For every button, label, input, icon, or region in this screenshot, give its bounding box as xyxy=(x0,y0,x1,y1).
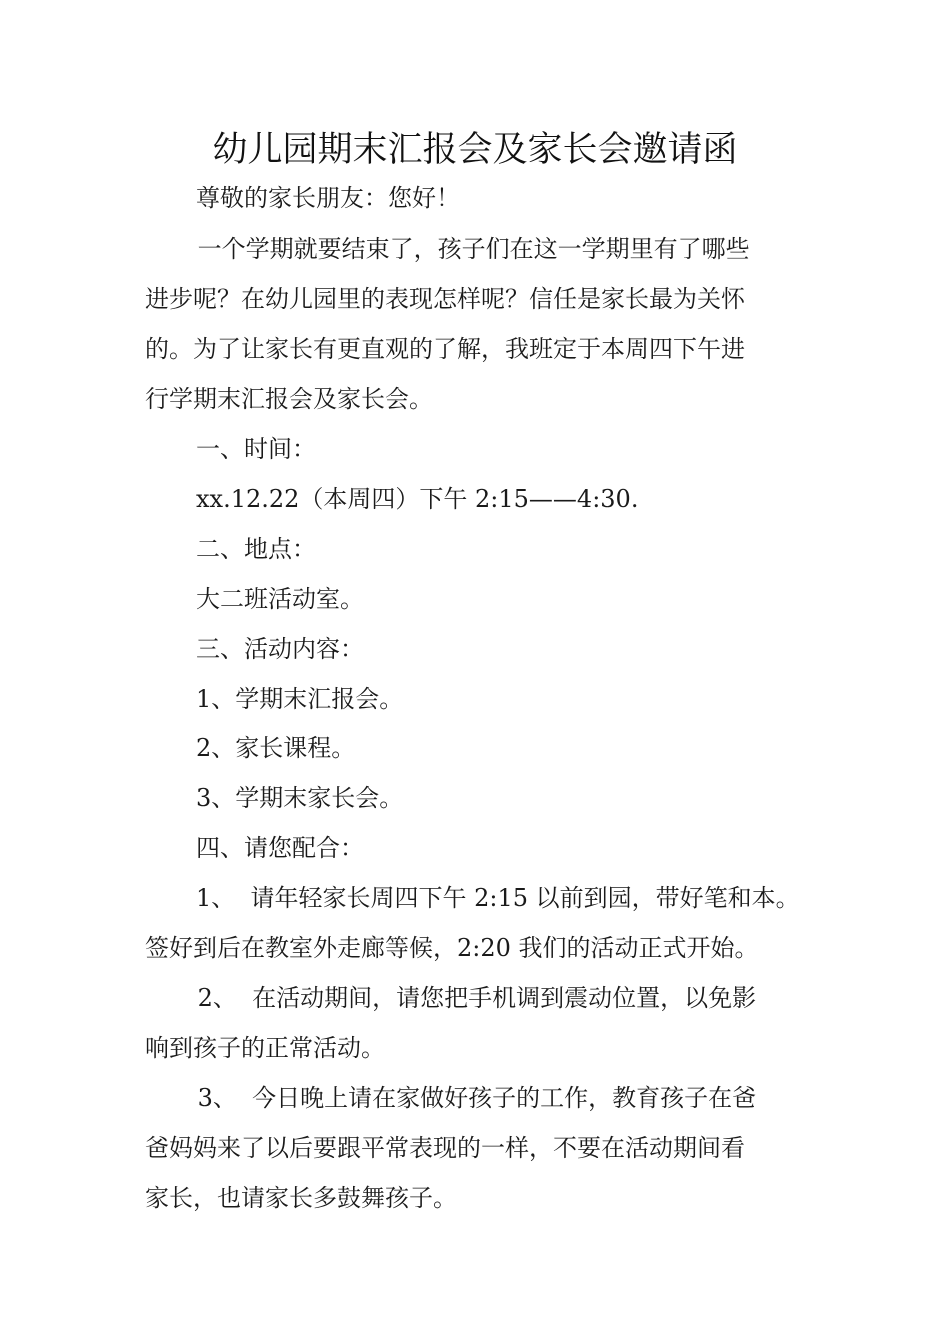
section-heading-cooperate: 四、请您配合： xyxy=(196,834,364,862)
section-heading-place: 二、地点： xyxy=(196,535,316,563)
content-item: 2、家长课程。 xyxy=(196,734,356,762)
intro-line: 行学期末汇报会及家长会。 xyxy=(145,385,433,413)
document-title: 幼儿园期末汇报会及家长会邀请函 xyxy=(212,130,738,170)
content-item: 3、学期末家长会。 xyxy=(196,784,404,812)
cooperate-line: 3、 今日晚上请在家做好孩子的工作，教育孩子在爸 xyxy=(190,1084,757,1112)
intro-line: 一个学期就要结束了，孩子们在这一学期里有了哪些 xyxy=(190,235,750,263)
place-value: 大二班活动室。 xyxy=(196,585,364,613)
cooperate-line: 2、 在活动期间，请您把手机调到震动位置，以免影 xyxy=(190,984,757,1012)
section-heading-time: 一、时间： xyxy=(196,435,316,463)
time-value: xx.12.22（本周四）下午 2:15——4:30. xyxy=(196,485,639,513)
cooperate-line: 1、 请年轻家长周四下午 2:15 以前到园，带好笔和本。 xyxy=(196,884,800,912)
intro-line: 进步呢？在幼儿园里的表现怎样呢？信任是家长最为关怀 xyxy=(145,285,745,313)
greeting: 尊敬的家长朋友：您好！ xyxy=(196,184,460,212)
cooperate-line: 爸妈妈来了以后要跟平常表现的一样，不要在活动期间看 xyxy=(145,1134,745,1162)
intro-line: 的。为了让家长有更直观的了解，我班定于本周四下午进 xyxy=(145,335,745,363)
content-item: 1、学期末汇报会。 xyxy=(196,685,404,713)
section-heading-content: 三、活动内容： xyxy=(196,635,364,663)
cooperate-line: 响到孩子的正常活动。 xyxy=(145,1034,385,1062)
cooperate-line: 签好到后在教室外走廊等候，2:20 我们的活动正式开始。 xyxy=(145,934,759,962)
cooperate-line: 家长，也请家长多鼓舞孩子。 xyxy=(145,1184,457,1212)
